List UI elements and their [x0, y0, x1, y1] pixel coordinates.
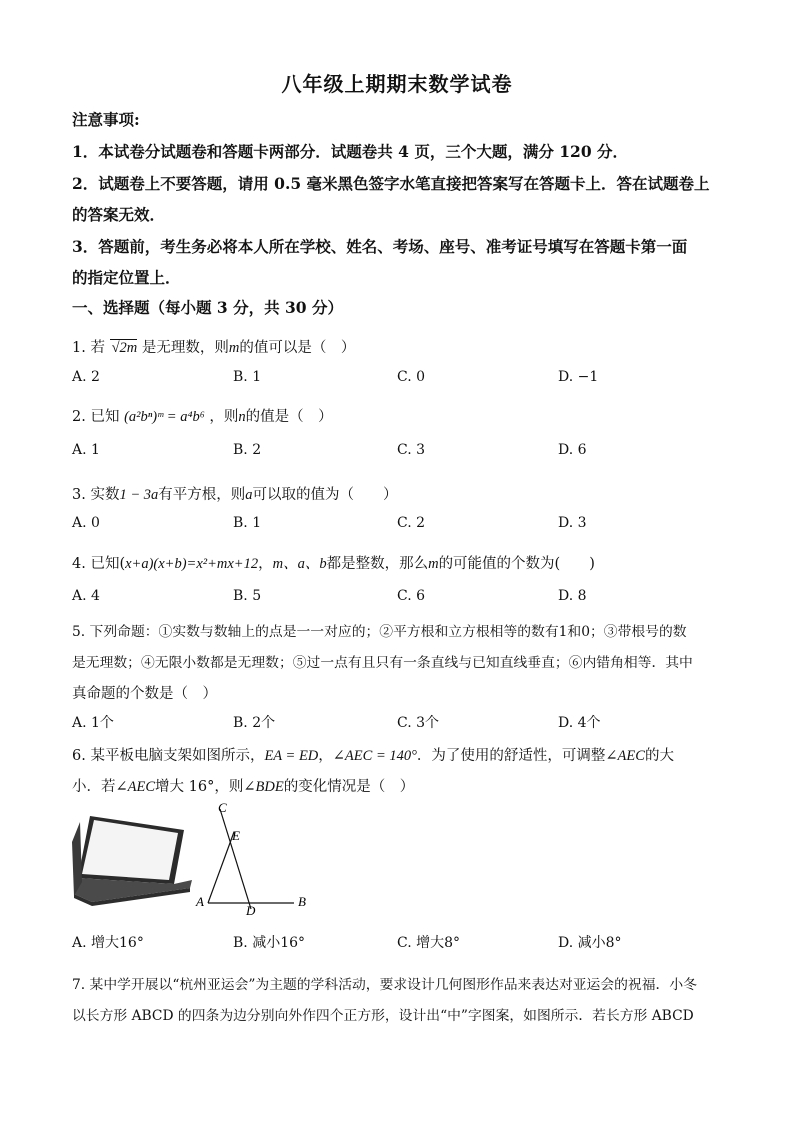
- q2-rest1: ，则: [209, 409, 239, 425]
- q6-line-1: [72, 744, 674, 765]
- q6-option-a: A. 增大16°: [72, 935, 144, 951]
- q5-line-2: 是无理数；④无限小数都是无理数；⑤过一点有且只有一条直线与已知直线垂直；⑥内错角相等．其中: [72, 655, 693, 671]
- q3-rest2: 可以取的值为（ ）: [252, 487, 398, 503]
- q6-line-2: [72, 775, 414, 796]
- q4-text3: 都是整数，那么: [326, 556, 429, 572]
- triangle-figure: [194, 798, 314, 920]
- q6-l1c: ，: [318, 748, 333, 764]
- q1-num: 1. 若: [72, 340, 105, 356]
- q1-option-c: C. 0: [397, 369, 426, 385]
- q4-text4: 的可能值的个数为( ): [438, 556, 595, 572]
- q4-var: m: [428, 556, 439, 572]
- q2-var: n: [238, 409, 246, 425]
- line-ae: [208, 832, 234, 903]
- q7-line-2: 以长方形 ABCD 的四条为边分别向外作四个正方形，设计出“中”字图案，如图所示．若长方形 ABCD: [72, 1008, 694, 1024]
- q3-option-b: B. 1: [233, 515, 262, 531]
- q2-option-c: C. 3: [397, 442, 426, 458]
- notice-item-1: 1．本试卷分试题卷和答题卡两部分．试题卷共 4 页，三个大题，满分 120 分．: [72, 142, 629, 161]
- q6-l2c: 增大 16°，则: [155, 779, 244, 795]
- q6-l1b: EA = ED: [264, 748, 319, 764]
- q1-option-a: A. 2: [72, 369, 100, 385]
- q4-text1: 4. 已知(: [72, 556, 126, 572]
- q2-option-a: A. 1: [72, 442, 100, 458]
- q1-rest2: 的值可以是（ ）: [239, 340, 356, 356]
- q5-option-d: D. 4个: [558, 715, 601, 731]
- q2-num: 2. 已知: [72, 409, 120, 425]
- q2-option-b: B. 2: [233, 442, 262, 458]
- question-4: [72, 552, 595, 573]
- q1-rest1: 是无理数，则: [141, 340, 229, 356]
- q4-option-a: A. 4: [72, 588, 100, 604]
- q3-option-d: D. 3: [558, 515, 587, 531]
- notice-heading: 注意事项:: [72, 110, 140, 129]
- q6-l1a: 6. 某平板电脑支架如图所示，: [72, 748, 265, 764]
- q2-expr: (a²bⁿ)ᵐ = a⁴b⁶: [124, 409, 205, 425]
- q3-rest1: 有平方根，则: [158, 487, 246, 503]
- q5-option-a: A. 1个: [72, 715, 114, 731]
- q4-option-c: C. 6: [397, 588, 426, 604]
- q3-expr: 1 − 3a: [119, 487, 159, 503]
- label-b: B: [298, 894, 306, 909]
- q6-l2a: 小．若: [72, 779, 116, 795]
- tablet-stand-image: [72, 812, 194, 906]
- q2-rest2: 的值是（ ）: [245, 409, 333, 425]
- section-heading: 一、选择题（每小题 3 分，共 30 分）: [72, 298, 343, 317]
- label-c: C: [218, 800, 227, 815]
- q4-vars: m、a、b: [272, 556, 327, 572]
- notice-item-2-cont: 的答案无效．: [72, 205, 166, 224]
- q5-option-c: C. 3个: [397, 715, 440, 731]
- q3-option-c: C. 2: [397, 515, 426, 531]
- q2-option-d: D. 6: [558, 442, 587, 458]
- notice-item-3: 3．答题前，考生务必将本人所在学校、姓名、考场、座号、准考证号填写在答题卡第一面: [72, 237, 688, 256]
- q3-num: 3. 实数: [72, 487, 120, 503]
- q1-var: m: [228, 340, 240, 356]
- q6-option-c: C. 增大8°: [397, 935, 461, 951]
- q4-option-b: B. 5: [233, 588, 262, 604]
- label-a: A: [196, 894, 204, 909]
- label-e: E: [232, 828, 240, 843]
- notice-item-2: 2．试题卷上不要答题，请用 0.5 毫米黑色签字水笔直接把答案写在答题卡上．答在试题卷上: [72, 174, 710, 193]
- q1-option-b: B. 1: [233, 369, 262, 385]
- q4-expr: x+a)(x+b)=x²+mx+12: [125, 556, 259, 572]
- q7-line-1: 7. 某中学开展以“杭州亚运会”为主题的学科活动，要求设计几何图形作品来表达对亚运会的祝福．小冬: [72, 977, 697, 993]
- question-1: [72, 336, 355, 357]
- label-d: D: [246, 903, 256, 918]
- q1-expr: √2m: [111, 340, 138, 356]
- q6-l1f: ∠AEC: [605, 748, 645, 764]
- q5-line-1: 5. 下列命题：①实数与数轴上的点是一一对应的；②平方根和立方根相等的数有1和0；③带根号的数: [72, 624, 687, 640]
- q6-l2e: 的变化情况是（ ）: [283, 779, 415, 795]
- notice-item-3-cont: 的指定位置上．: [72, 268, 181, 287]
- q5-line-3: 真命题的个数是（ ）: [72, 686, 217, 702]
- q3-option-a: A. 0: [72, 515, 100, 531]
- q6-l2d: ∠BDE: [243, 779, 284, 795]
- q4-option-d: D. 8: [558, 588, 587, 604]
- page-title: 八年级上期期末数学试卷: [281, 72, 513, 96]
- q6-option-b: B. 减小16°: [233, 935, 306, 951]
- q6-l1g: 的大: [644, 748, 674, 764]
- q3-var: a: [245, 487, 253, 503]
- q6-l1d: ∠AEC = 140°: [332, 748, 417, 764]
- q1-option-d: D. −1: [558, 369, 599, 385]
- q6-l1e: ．为了使用的舒适性，可调整: [416, 748, 606, 764]
- q6-option-d: D. 减小8°: [558, 935, 622, 951]
- q4-text2: ，: [258, 556, 273, 572]
- q6-l2b: ∠AEC: [115, 779, 156, 795]
- q5-option-b: B. 2个: [233, 715, 276, 731]
- question-2: [72, 405, 333, 426]
- question-3: [72, 483, 398, 504]
